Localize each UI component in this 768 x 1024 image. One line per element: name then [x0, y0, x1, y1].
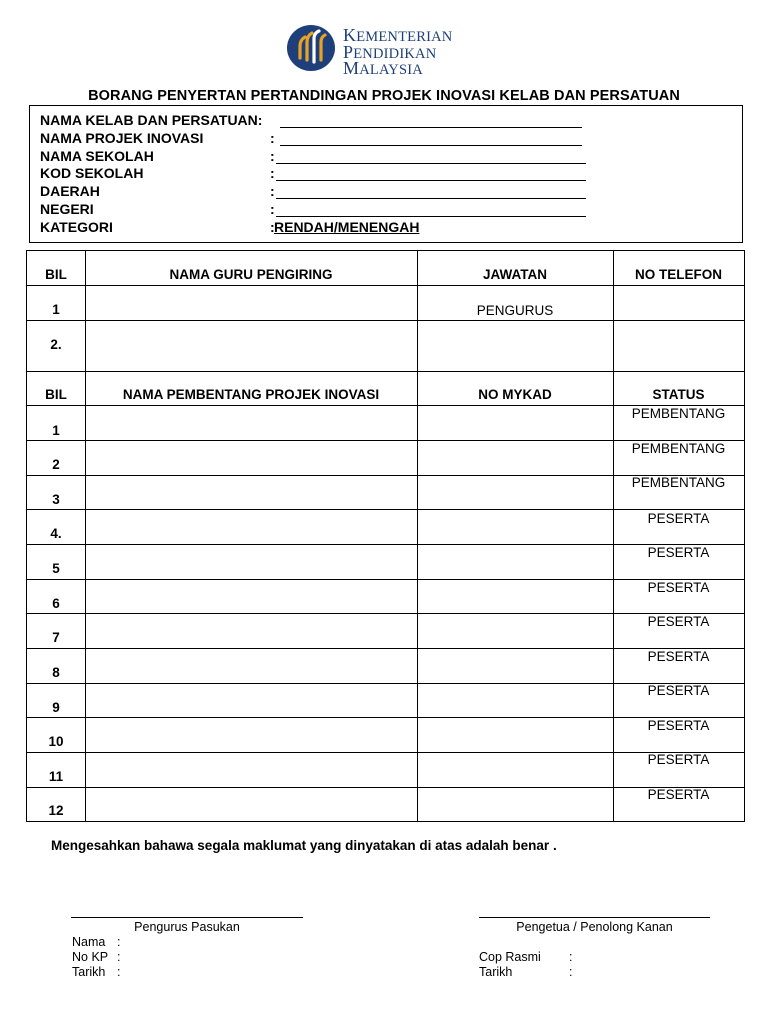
- label-tarikh: Tarikh: [72, 965, 106, 979]
- header-nama-pembentang: NAMA PEMBENTANG PROJEK INOVASI: [122, 387, 380, 402]
- pembentang-row-bil: 8: [52, 665, 60, 680]
- column-divider: [613, 251, 614, 821]
- kpm-emblem-icon: [286, 24, 338, 72]
- field-nama-sekolah[interactable]: [276, 163, 586, 164]
- colon: :: [270, 130, 275, 146]
- pembentang-row-bil: 9: [52, 700, 60, 715]
- colon: :: [270, 219, 275, 235]
- label-daerah: DAERAH: [40, 183, 100, 199]
- header-no-mykad: NO MYKAD: [478, 387, 552, 402]
- field-nama-projek[interactable]: [280, 145, 582, 146]
- column-divider: [417, 251, 418, 821]
- pembentang-row-bil: 4.: [50, 526, 62, 541]
- guru-row-jawatan: PENGURUS: [476, 303, 554, 318]
- field-nama-kelab[interactable]: [280, 127, 582, 128]
- label-kategori: KATEGORI: [40, 219, 113, 235]
- header-no-telefon: NO TELEFON: [635, 267, 722, 282]
- signature-line-pengurus[interactable]: [71, 917, 303, 918]
- pembentang-row-bil: 1: [52, 423, 60, 438]
- label-negeri: NEGERI: [40, 201, 94, 217]
- pembentang-row-status: PESERTA: [647, 752, 710, 767]
- colon: :: [569, 965, 573, 979]
- pembentang-row-bil: 3: [52, 492, 60, 507]
- pembentang-row-bil: 7: [52, 630, 60, 645]
- pengetua-title: Pengetua / Penolong Kanan: [516, 920, 673, 934]
- row-divider: [27, 320, 744, 321]
- form-title: BORANG PENYERTAN PERTANDINGAN PROJEK INOVASI KELAB DAN PERSATUAN: [88, 88, 680, 104]
- signature-line-pengetua[interactable]: [479, 917, 710, 918]
- declaration-text: Mengesahkan bahawa segala maklumat yang dinyatakan di atas adalah benar .: [51, 838, 557, 853]
- header-bil: BIL: [45, 267, 67, 282]
- field-negeri[interactable]: [276, 216, 586, 217]
- pembentang-row-bil: 2: [52, 457, 60, 472]
- label-nama-sekolah: NAMA SEKOLAH: [40, 148, 154, 164]
- participants-table: [26, 250, 745, 822]
- pembentang-row-status: PESERTA: [647, 545, 710, 560]
- colon: :: [569, 950, 573, 964]
- header-bil: BIL: [45, 387, 67, 402]
- colon: :: [270, 183, 275, 199]
- row-divider: [27, 371, 744, 372]
- kategori-value: RENDAH/MENENGAH: [274, 219, 420, 235]
- club-info-box: [29, 105, 743, 243]
- pembentang-row-status: PESERTA: [647, 614, 710, 629]
- label-cop-rasmi: Cop Rasmi: [479, 950, 541, 964]
- pembentang-row-status: PESERTA: [647, 787, 710, 802]
- pembentang-row-bil: 10: [48, 734, 64, 749]
- colon: :: [270, 165, 275, 181]
- label-nama-kelab: NAMA KELAB DAN PERSATUAN:: [40, 112, 263, 128]
- column-divider: [85, 251, 86, 821]
- colon: :: [270, 148, 275, 164]
- pengurus-title: Pengurus Pasukan: [134, 920, 240, 934]
- kpm-logo-wordmark: KEMENTERIAN PENDIDIKAN MALAYSIA: [343, 25, 453, 78]
- pembentang-row-bil: 12: [48, 803, 64, 818]
- guru-row-bil: 1: [52, 302, 60, 317]
- label-no-kp: No KP: [72, 950, 109, 964]
- pembentang-row-status: PESERTA: [647, 718, 710, 733]
- pembentang-row-status: PEMBENTANG: [631, 475, 726, 490]
- header-jawatan: JAWATAN: [483, 267, 547, 282]
- pembentang-row-bil: 11: [48, 769, 64, 784]
- header-status: STATUS: [652, 387, 705, 402]
- pembentang-row-status: PESERTA: [647, 580, 710, 595]
- pembentang-row-status: PESERTA: [647, 683, 710, 698]
- colon: :: [117, 935, 121, 949]
- label-nama-projek: NAMA PROJEK INOVASI: [40, 130, 204, 146]
- pembentang-row-bil: 6: [52, 596, 60, 611]
- kpm-logo: [286, 24, 476, 78]
- colon: :: [117, 965, 121, 979]
- guru-row-bil: 2.: [50, 337, 62, 352]
- pembentang-row-status: PEMBENTANG: [631, 406, 726, 421]
- row-divider: [27, 509, 744, 510]
- pembentang-row-status: PESERTA: [647, 511, 710, 526]
- pembentang-row-status: PEMBENTANG: [631, 441, 726, 456]
- label-nama: Nama: [72, 935, 106, 949]
- pembentang-row-bil: 5: [52, 561, 60, 576]
- header-nama-guru: NAMA GURU PENGIRING: [169, 267, 333, 282]
- label-tarikh: Tarikh: [479, 965, 513, 979]
- colon: :: [270, 201, 275, 217]
- row-divider: [27, 285, 744, 286]
- pembentang-row-status: PESERTA: [647, 649, 710, 664]
- label-kod-sekolah: KOD SEKOLAH: [40, 165, 144, 181]
- field-kod-sekolah[interactable]: [276, 180, 586, 181]
- colon: :: [117, 950, 121, 964]
- field-daerah[interactable]: [276, 198, 586, 199]
